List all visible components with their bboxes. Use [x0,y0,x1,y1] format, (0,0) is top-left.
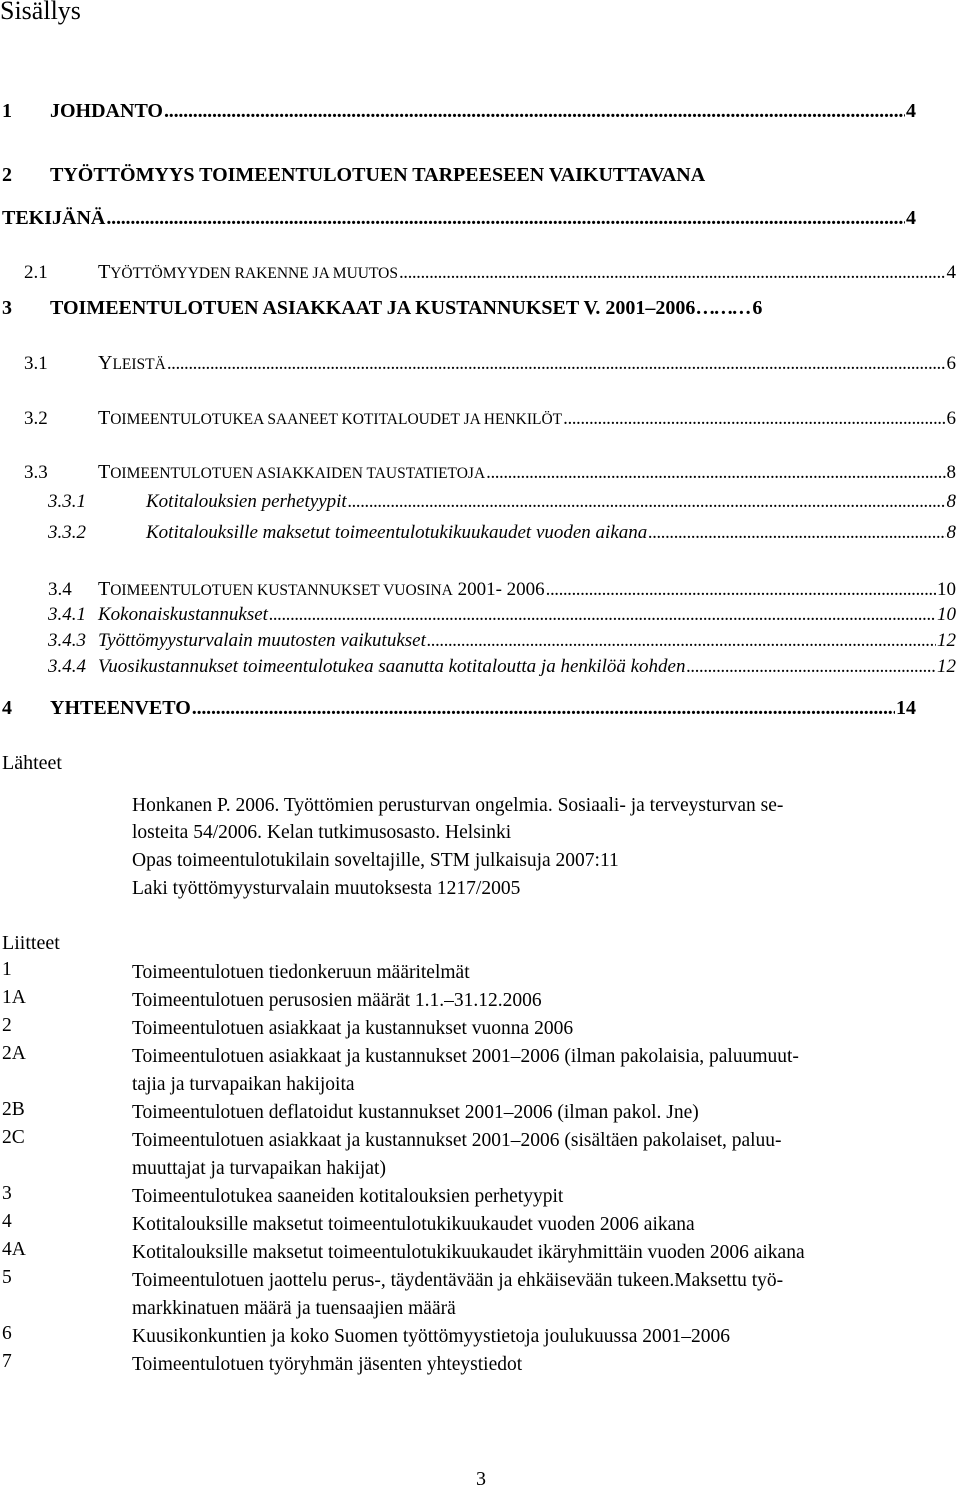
toc-page: 10 [937,604,956,625]
attachment-title: Toimeentulotuen työryhmän jäsenten yhteystiedot [132,1354,523,1375]
toc-leader [687,656,937,678]
attachment-number: 2 [2,1015,12,1036]
attachment-number: 3 [2,1183,12,1204]
toc-number: 3.4.4 [48,656,86,677]
toc-leader [427,630,936,652]
source-line: Opas toimeentulotukilain soveltajille, STM julkaisuja 2007:11 [132,850,619,871]
page-title: Sisällys [0,0,81,25]
toc-leader [486,462,945,484]
attachment-title: Toimeentulotukea saaneiden kotitalouksien perhetyypit [132,1186,564,1207]
toc-text-initial: T [98,407,111,429]
toc-page: 8 [946,462,956,483]
attachment-title: Toimeentulotuen asiakkaat ja kustannukset 2001–2006 (ilman pakolaisia, paluumuut- [132,1046,799,1067]
toc-number: 3.2 [24,408,48,429]
source-line: Honkanen P. 2006. Työttömien perusturvan ongelmia. Sosiaali- ja terveysturvan se- [132,795,784,816]
toc-entry[interactable] [48,630,956,652]
attachment-number: 2A [2,1043,26,1064]
attachment-title: Toimeentulotuen tiedonkeruun määritelmät [132,962,470,983]
toc-entry[interactable]: 3 TOIMEENTULOTUEN ASIAKKAAT JA KUSTANNUKSET V. 2001–2006……… 6 [2,297,763,319]
toc-page: 6 [752,297,763,319]
toc-page: 6 [946,353,956,374]
toc-text-continued: TEKIJÄNÄ [2,207,106,229]
toc-number: 3.1 [24,353,48,374]
toc-leader [269,604,936,626]
toc-page: 10 [937,579,956,600]
attachments-heading: Liitteet [2,932,60,954]
toc-page: 14 [896,697,916,719]
toc-text: TOIMEENTULOTUEN ASIAKKAAT JA KUSTANNUKSET V. 2001 [50,297,646,319]
toc-entry[interactable] [24,261,956,284]
toc-number: 4 [2,697,12,719]
toc-leader [167,353,946,375]
attachment-title-continued: markkinatuen määrä ja tuensaajien määrä [132,1298,456,1319]
toc-text: TYÖTTÖMYYS TOIMEENTULOTUEN TARPEESEEN VAIKUTTAVANA [50,164,706,186]
toc-leader [106,207,905,230]
toc-text: OIMEENTULOTUEN ASIAKKAIDEN TAUSTATIETOJA [110,465,486,482]
toc-page: 12 [937,630,956,651]
toc-text-years: 2001- 2006 [452,579,545,600]
toc-page: 6 [946,408,956,429]
toc-leader [164,100,905,123]
attachment-title: Kotitalouksille maksetut toimeentulotukikuukaudet ikäryhmittäin vuoden 2006 aikana [132,1242,805,1263]
toc-text: LEISTÄ [112,356,166,373]
attachment-title-continued: tajia ja turvapaikan hakijoita [132,1074,355,1095]
attachment-number: 2C [2,1127,25,1148]
toc-leader [399,262,946,284]
toc-text: OIMEENTULOTUKEA SAANEET KOTITALOUDET JA HENKILÖT [110,411,563,428]
attachment-title: Toimeentulotuen asiakkaat ja kustannukset vuonna 2006 [132,1018,574,1039]
toc-text: Työttömyysturvalain muutosten vaikutukset [98,630,426,651]
attachment-number: 1 [2,959,12,980]
toc-entry[interactable] [2,100,916,123]
toc-text-initial: T [98,578,111,600]
attachment-title: Kotitalouksille maksetut toimeentulotukikuukaudet vuoden 2006 aikana [132,1214,695,1235]
toc-text: Kotitalouksien perhetyypit [146,491,347,512]
toc-number: 2 [2,164,12,186]
attachment-number: 2B [2,1099,25,1120]
toc-page: 12 [937,656,956,677]
toc-leader [563,408,945,430]
toc-entry[interactable] [48,522,956,544]
toc-number: 3.3.2 [48,522,86,543]
sources-heading: Lähteet [2,752,62,774]
attachment-title: Toimeentulotuen jaottelu perus-, täydentävään ja ehkäisevään tukeen.Maksettu työ- [132,1270,784,1291]
toc-page: 8 [946,491,956,512]
toc-page: 4 [946,262,956,283]
toc-entry[interactable] [24,461,956,484]
attachment-number: 7 [2,1351,12,1372]
toc-number: 3.4.1 [48,604,86,625]
toc-number: 3.4 [48,579,72,600]
toc-page: 8 [946,522,956,543]
toc-text: YHTEENVETO [50,697,191,719]
toc-text: JOHDANTO [50,100,163,122]
toc-leader: ……… [695,297,753,319]
attachment-title: Toimeentulotuen deflatoidut kustannukset 2001–2006 (ilman pakol. Jne) [132,1102,699,1123]
toc-page: 4 [906,100,916,122]
toc-number: 3.3 [24,462,48,483]
toc-entry-line1[interactable] [2,164,705,187]
toc-leader [192,697,895,720]
toc-text-initial: Y [98,352,113,374]
toc-text: Vuosikustannukset toimeentulotukea saanutta kotitaloutta ja henkilöä kohden [98,656,686,677]
source-line: losteita 54/2006. Kelan tutkimusosasto. Helsinki [132,822,512,843]
toc-entry[interactable] [24,407,956,430]
toc-entry[interactable] [2,207,916,230]
toc-number: 3 [2,297,12,319]
attachment-title: Kuusikonkuntien ja koko Suomen työttömyystietoja joulukuussa 2001–2006 [132,1326,730,1347]
attachment-number: 4 [2,1211,12,1232]
attachment-title: Toimeentulotuen perusosien määrät 1.1.–31.12.2006 [132,990,542,1011]
toc-entry[interactable] [24,352,956,375]
attachment-title: Toimeentulotuen asiakkaat ja kustannukset 2001–2006 (sisältäen pakolaiset, paluu- [132,1130,782,1151]
toc-entry[interactable] [48,491,956,513]
attachment-number: 5 [2,1267,12,1288]
toc-text-initial: T [98,261,111,283]
toc-text-initial: T [98,461,111,483]
toc-leader [546,579,936,601]
toc-leader [648,522,945,544]
toc-leader [348,491,946,513]
attachment-number: 4A [2,1239,26,1260]
attachment-title-continued: muuttajat ja turvapaikan hakijat) [132,1158,386,1179]
toc-entry[interactable] [48,578,956,601]
toc-entry[interactable] [48,656,956,678]
toc-text: Kokonaiskustannukset [98,604,268,625]
page-number: 3 [476,1468,486,1490]
toc-number: 1 [2,100,12,122]
toc-entry[interactable] [48,604,956,626]
source-line: Laki työttömyysturvalain muutoksesta 1217/2005 [132,878,521,899]
toc-text: Kotitalouksille maksetut toimeentulotukikuukaudet vuoden aikana [146,522,648,543]
attachment-number: 6 [2,1323,12,1344]
toc-number: 3.4.3 [48,630,86,651]
toc-number: 3.3.1 [48,491,86,512]
attachment-number: 1A [2,987,26,1008]
toc-page: 4 [906,207,916,229]
toc-entry[interactable] [2,697,916,720]
toc-text-year: 2006 [655,297,696,319]
toc-text: OIMEENTULOTUEN KUSTANNUKSET VUOSINA [110,582,453,599]
toc-number: 2.1 [24,262,48,283]
toc-text: YÖTTÖMYYDEN RAKENNE JA MUUTOS [110,265,398,282]
